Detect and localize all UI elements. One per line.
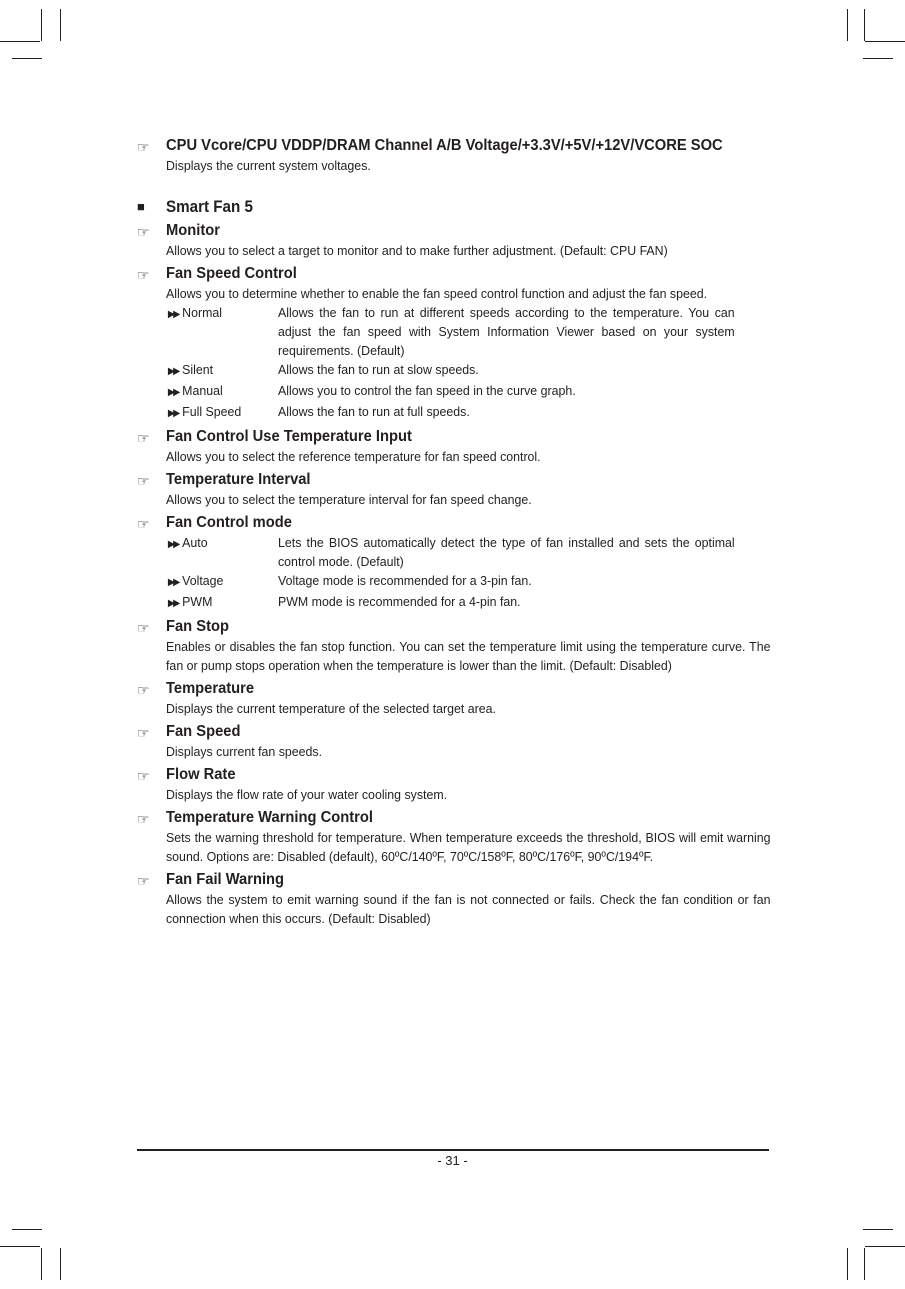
option-description: Allows the fan to run at full speeds.: [278, 404, 470, 419]
item-heading: Fan Control mode: [166, 514, 292, 531]
item-heading: Flow Rate: [166, 766, 236, 783]
option-row: [166, 533, 769, 571]
pointer-icon: ☞: [137, 620, 150, 636]
item-fan-control-use-temperature-input: [137, 427, 769, 466]
item-description: Displays the flow rate of your water cooling system.: [166, 787, 448, 802]
section-smart-fan: [137, 197, 769, 217]
item-fan-speed-control: [137, 264, 769, 423]
pointer-icon: ☞: [137, 473, 150, 489]
item-monitor: [137, 221, 769, 260]
double-arrow-icon: ▶▶: [167, 309, 179, 320]
item-heading: Fan Fail Warning: [166, 871, 285, 888]
item-flow-rate: [137, 765, 769, 804]
option-description: Voltage mode is recommended for a 3-pin fan.: [278, 573, 532, 588]
option-description: Allows the fan to run at different speeds according to the temperature. You can adjust the fan speed with System Information Viewer based on your system requirements. (Default): [278, 305, 735, 358]
option-description: Lets the BIOS automatically detect the type of fan installed and sets the optimal control mode. (Default): [278, 535, 735, 569]
option-row: [166, 402, 769, 423]
option-row: [166, 381, 769, 402]
pointer-icon: ☞: [137, 139, 150, 155]
item-fan-fail-warning: [137, 870, 769, 928]
item-description: Displays current fan speeds.: [166, 744, 323, 759]
item-temperature-interval: [137, 470, 769, 509]
double-arrow-icon: ▶▶: [167, 408, 179, 419]
double-arrow-icon: ▶▶: [167, 577, 179, 588]
page-number: - 31 -: [437, 1153, 468, 1168]
item-temperature-warning-control: [137, 808, 769, 866]
item-description: Displays the current temperature of the selected target area.: [166, 701, 496, 716]
pointer-icon: ☞: [137, 768, 150, 784]
option-name: PWM: [182, 594, 213, 609]
item-heading: CPU Vcore/CPU VDDP/DRAM Channel A/B Voltage/+3.3V/+5V/+12V/VCORE SOC: [166, 137, 723, 154]
option-row: [166, 592, 769, 613]
option-list: [166, 303, 769, 423]
item-heading: Temperature Interval: [166, 471, 311, 488]
item-heading: Temperature Warning Control: [166, 809, 373, 826]
item-description: Allows you to select the temperature interval for fan speed change.: [166, 492, 532, 507]
pointer-icon: ☞: [137, 224, 150, 240]
item-fan-stop: [137, 617, 769, 675]
item-voltages: [137, 136, 769, 175]
option-name: Auto: [182, 535, 208, 550]
pointer-icon: ☞: [137, 267, 150, 283]
section-title: Smart Fan 5: [166, 198, 253, 216]
pointer-icon: ☞: [137, 873, 150, 889]
item-description: Allows you to determine whether to enable the fan speed control function and adjust the fan speed.: [166, 286, 708, 301]
item-description: Allows you to select a target to monitor and to make further adjustment. (Default: CPU FAN): [166, 243, 668, 258]
item-heading: Monitor: [166, 222, 220, 239]
item-description: Sets the warning threshold for temperature. When temperature exceeds the threshold, BIOS will emit warning sound. Options are: Disabled (default), 60ºC/140ºF, 70ºC/158ºF, 80ºC/176ºF, 90ºC/194ºF.: [166, 830, 771, 864]
pointer-icon: ☞: [137, 682, 150, 698]
option-name: Normal: [182, 305, 223, 320]
item-fan-speed: [137, 722, 769, 761]
footer-rule: [137, 1149, 769, 1151]
pointer-icon: ☞: [137, 811, 150, 827]
option-list: [166, 533, 769, 613]
double-arrow-icon: ▶▶: [167, 539, 179, 550]
item-description: Displays the current system voltages.: [166, 158, 371, 173]
item-description: Enables or disables the fan stop function. You can set the temperature limit using the temperature curve. The fan or pump stops operation when the temperature is lower than the limit. (Default: Disabled): [166, 639, 771, 673]
item-heading: Fan Stop: [166, 618, 229, 635]
option-name: Full Speed: [182, 404, 242, 419]
option-name: Silent: [182, 362, 214, 377]
pointer-icon: ☞: [137, 430, 150, 446]
pointer-icon: ☞: [137, 725, 150, 741]
item-fan-control-mode: [137, 513, 769, 613]
double-arrow-icon: ▶▶: [167, 387, 179, 398]
item-description: Allows the system to emit warning sound if the fan is not connected or fails. Check the fan condition or fan connection when this occurs. (Default: Disabled): [166, 892, 771, 926]
option-description: PWM mode is recommended for a 4-pin fan.: [278, 594, 521, 609]
double-arrow-icon: ▶▶: [167, 598, 179, 609]
square-bullet-icon: ■: [137, 199, 145, 214]
option-name: Voltage: [182, 573, 224, 588]
option-row: [166, 303, 769, 360]
item-description: Allows you to select the reference temperature for fan speed control.: [166, 449, 541, 464]
item-heading: Fan Speed Control: [166, 265, 297, 282]
pointer-icon: ☞: [137, 516, 150, 532]
item-heading: Fan Control Use Temperature Input: [166, 428, 412, 445]
item-temperature: [137, 679, 769, 718]
option-description: Allows you to control the fan speed in the curve graph.: [278, 383, 576, 398]
option-name: Manual: [182, 383, 223, 398]
item-heading: Temperature: [166, 680, 255, 697]
item-heading: Fan Speed: [166, 723, 241, 740]
option-row: [166, 571, 769, 592]
option-row: [166, 360, 769, 381]
page-content: [137, 136, 769, 928]
option-description: Allows the fan to run at slow speeds.: [278, 362, 479, 377]
double-arrow-icon: ▶▶: [167, 366, 179, 377]
